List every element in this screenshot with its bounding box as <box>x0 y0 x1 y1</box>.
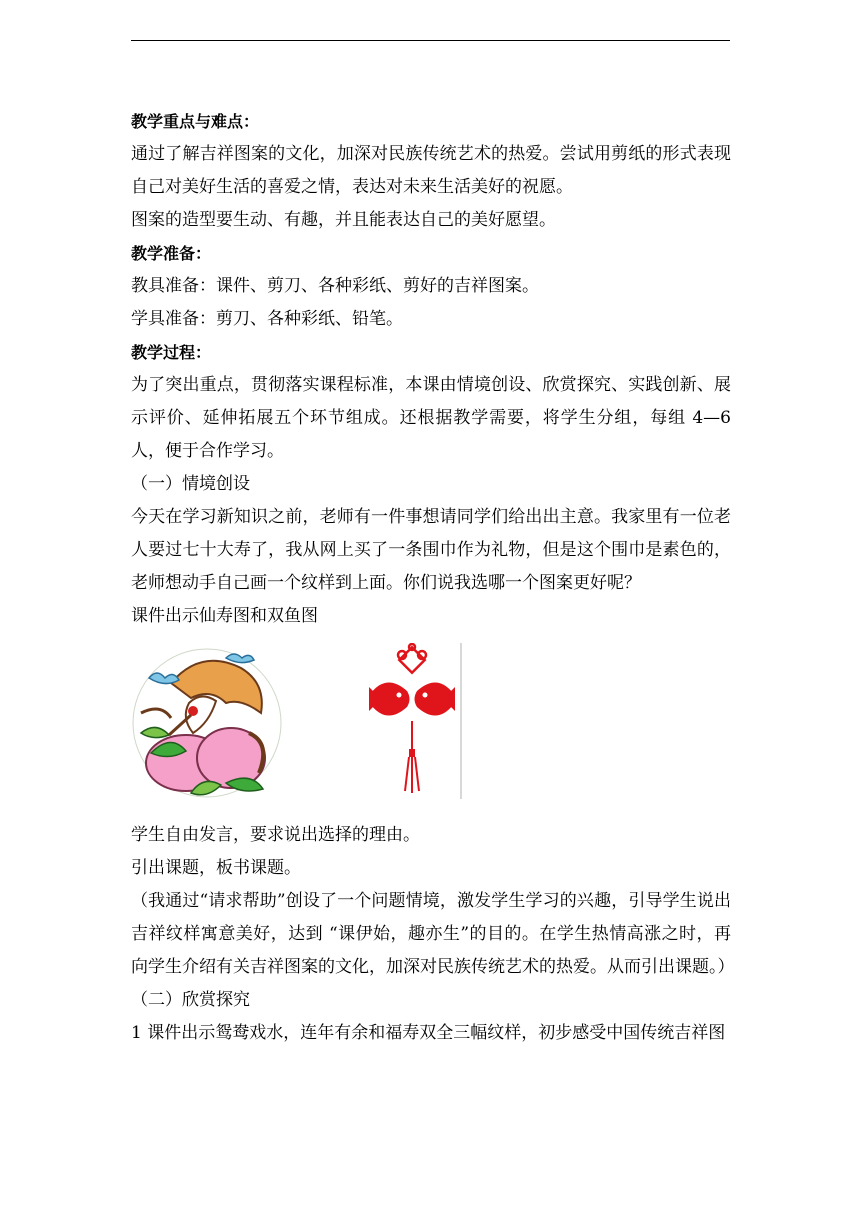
paragraph: 通过了解吉祥图案的文化，加深对民族传统艺术的热爱。尝试用剪纸的形式表现自己对美好生活的喜爱之情，表达对未来生活美好的祝愿。 <box>131 144 731 197</box>
subsection-heading: （二）欣赏探究 <box>131 990 250 1010</box>
paragraph: 课件出示仙寿图和双鱼图 <box>131 606 318 626</box>
subsection-heading: （一）情境创设 <box>131 474 250 494</box>
paragraph: 学具准备：剪刀、各种彩纸、铅笔。 <box>131 309 403 329</box>
crane-peach-image <box>131 643 283 801</box>
section-heading-preparation: 教学准备： <box>131 244 212 263</box>
paragraph: （我通过“请求帮助”创设了一个问题情境，激发学生学习的兴趣，引导学生说出吉祥纹样寓意美好，达到 “课伊始，趣亦生”的目的。在学生热情高涨之时，再向学生介绍有关吉祥图案的文化，加深对民族传统艺术的热爱。从而引出课题。） <box>131 891 735 977</box>
double-fish-image <box>367 643 477 799</box>
section-heading-process: 教学过程： <box>131 343 212 362</box>
illustration-row <box>131 643 731 813</box>
document-body <box>131 105 735 1050</box>
paragraph: 学生自由发言，要求说出选择的理由。 <box>131 825 420 845</box>
paragraph: 今天在学习新知识之前，老师有一件事想请同学们给出出主意。我家里有一位老人要过七十大寿了，我从网上买了一条围巾作为礼物，但是这个围巾是素色的，老师想动手自己画一个纹样到上面。你们说我选哪一个图案更好呢？ <box>131 507 731 593</box>
paragraph: 引出课题，板书课题。 <box>131 858 301 878</box>
paragraph: 为了突出重点，贯彻落实课程标准，本课由情境创设、欣赏探究、实践创新、展示评价、延伸拓展五个环节组成。还根据教学需要，将学生分组，每组 4—6 人，便于合作学习。 <box>131 375 731 461</box>
paragraph: 教具准备：课件、剪刀、各种彩纸、剪好的吉祥图案。 <box>131 276 539 296</box>
header-rule <box>131 40 730 41</box>
paragraph: 1 课件出示鸳鸯戏水，连年有余和福寿双全三幅纹样，初步感受中国传统吉祥图 <box>131 1023 726 1043</box>
paragraph: 图案的造型要生动、有趣，并且能表达自己的美好愿望。 <box>131 210 556 230</box>
section-heading-key-points: 教学重点与难点： <box>131 112 260 131</box>
